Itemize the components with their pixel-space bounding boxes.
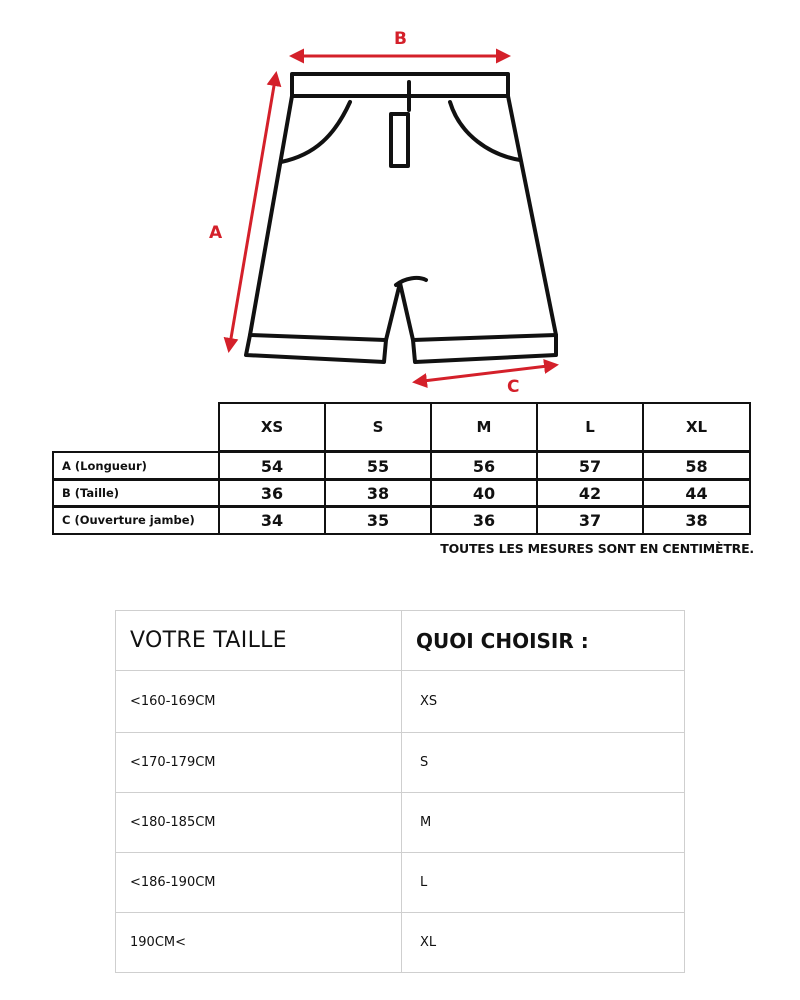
measurement-row-label: C (Ouverture jambe) bbox=[52, 505, 220, 535]
size-header-xs: XS bbox=[218, 402, 326, 452]
recommended-size: XL bbox=[420, 935, 437, 950]
label-c: C bbox=[507, 377, 520, 397]
height-range: <160-169CM bbox=[130, 694, 216, 709]
measurement-value: 34 bbox=[218, 505, 326, 535]
size-guide-row bbox=[116, 793, 684, 853]
measurement-value: 40 bbox=[430, 478, 538, 508]
measurement-value: 54 bbox=[218, 451, 326, 481]
measurement-value: 36 bbox=[430, 505, 538, 535]
recommended-size: M bbox=[420, 815, 432, 830]
recommended-size: S bbox=[420, 755, 429, 770]
measurement-value: 56 bbox=[430, 451, 538, 481]
measurement-row-label: B (Taille) bbox=[52, 478, 220, 508]
size-header-l: L bbox=[536, 402, 644, 452]
measure-a-arrow bbox=[229, 74, 276, 350]
measurement-value: 57 bbox=[536, 451, 644, 481]
measurement-value: 35 bbox=[324, 505, 432, 535]
label-a: A bbox=[209, 223, 223, 243]
measurement-value: 58 bbox=[642, 451, 751, 481]
height-range: <170-179CM bbox=[130, 755, 216, 770]
size-guide-header bbox=[116, 611, 684, 671]
header-your-height: VOTRE TAILLE bbox=[130, 628, 287, 653]
size-header-xl: XL bbox=[642, 402, 751, 452]
measurement-value: 37 bbox=[536, 505, 644, 535]
measurement-note: TOUTES LES MESURES SONT EN CENTIMÈTRE. bbox=[440, 541, 754, 556]
size-guide-row bbox=[116, 913, 684, 972]
height-range: 190CM< bbox=[130, 935, 186, 950]
header-what-to-choose: QUOI CHOISIR : bbox=[416, 628, 589, 653]
measurement-value: 44 bbox=[642, 478, 751, 508]
size-chart-table bbox=[0, 400, 800, 540]
measurement-value: 42 bbox=[536, 478, 644, 508]
shorts-diagram bbox=[0, 0, 800, 400]
measurement-value: 38 bbox=[642, 505, 751, 535]
recommended-size: L bbox=[420, 875, 428, 890]
recommended-size: XS bbox=[420, 694, 438, 709]
measurement-row-label: A (Longueur) bbox=[52, 451, 220, 481]
measurement-value: 55 bbox=[324, 451, 432, 481]
height-range: <186-190CM bbox=[130, 875, 216, 890]
size-guide-row bbox=[116, 733, 684, 793]
size-header-s: S bbox=[324, 402, 432, 452]
label-b: B bbox=[394, 29, 407, 49]
size-guide-row bbox=[116, 853, 684, 913]
height-range: <180-185CM bbox=[130, 815, 216, 830]
shorts-outline bbox=[246, 74, 556, 362]
measure-c-arrow bbox=[415, 365, 556, 382]
measurement-value: 36 bbox=[218, 478, 326, 508]
size-guide-row bbox=[116, 671, 684, 733]
measurement-value: 38 bbox=[324, 478, 432, 508]
size-guide-table bbox=[115, 610, 685, 973]
size-header-m: M bbox=[430, 402, 538, 452]
